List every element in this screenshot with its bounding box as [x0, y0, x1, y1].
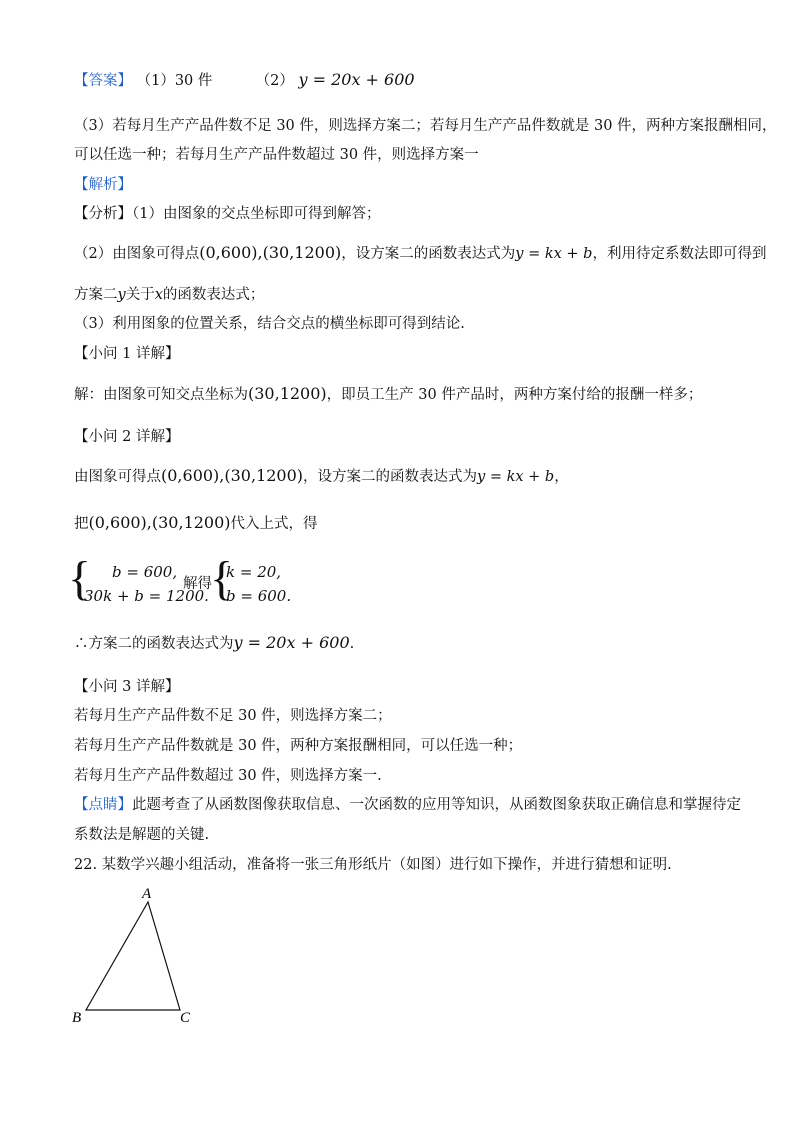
system1-eq1: b = 600,	[112, 563, 178, 581]
q1-tag: 【小问 1 详解】	[74, 346, 180, 362]
fenxi-point2-a: （2）由图象可得点	[74, 246, 200, 262]
q2-text-b: ，设方案二的函数表达式为	[303, 469, 478, 485]
comment-tag: 【点睛】	[74, 797, 132, 813]
comment-line1	[74, 795, 740, 815]
analysis-tag: 【解析】	[74, 177, 132, 193]
fenxi-point2-d: 方案二	[74, 287, 118, 303]
q1-line	[74, 384, 740, 405]
q2-line1	[74, 466, 740, 487]
q2-ykxb: y = kx + b	[477, 469, 555, 485]
problem22-text: 22. 某数学兴趣小组活动，准备将一张三角形纸片（如图）进行如下操作，并进行猜想和证明.	[74, 857, 672, 873]
system2-eq2: b = 600.	[226, 587, 292, 605]
fenxi-point2-f: 的函数表达式；	[162, 287, 265, 303]
fenxi-line2	[74, 243, 767, 264]
vertex-a-label: A	[142, 886, 152, 902]
fenxi-var-y: y	[117, 287, 126, 303]
q3-line3: 若每月生产产品件数超过 30 件，则选择方案一.	[74, 768, 382, 784]
system2-eq1: k = 20,	[226, 563, 282, 581]
fenxi-line3	[74, 285, 740, 305]
solve-label: 解得	[183, 576, 212, 592]
answer-tag: 【答案】	[74, 73, 132, 89]
triangle-abc	[86, 902, 180, 1010]
fenxi-point2-c: ，利用待定系数法即可得到	[592, 246, 767, 262]
fenxi-tag: 【分析】	[74, 206, 132, 222]
answer-part1: （1）30 件	[136, 73, 213, 89]
q2-text-c: ，	[554, 469, 569, 485]
fenxi-point2-e: 关于	[125, 287, 155, 303]
answer-part2-formula: y = 20x + 600	[298, 70, 415, 89]
answer-part3-line2: 可以任选一种；若每月生产产品件数超过 30 件，则选择方案一	[74, 147, 479, 163]
vertex-b-label: B	[72, 1010, 82, 1026]
system2-brace: {	[210, 552, 234, 605]
answer-line	[74, 70, 740, 91]
comment-line2: 系数法是解题的关键.	[74, 827, 210, 843]
q1-text-b: ，即员工生产 30 件产品时，两种方案付给的报酬一样多；	[326, 387, 703, 403]
q2-tag: 【小问 2 详解】	[74, 429, 180, 445]
q2-text-a: 由图象可得点	[74, 469, 161, 485]
q2-line2	[74, 513, 740, 534]
fenxi-ykxb: y = kx + b	[515, 246, 593, 262]
q2-sub-points: (0,600),(30,1200)	[88, 513, 231, 532]
triangle-figure	[60, 880, 220, 1030]
q2-concl-b: .	[349, 636, 355, 652]
q2-conclusion	[74, 633, 740, 654]
fenxi-line1	[74, 204, 740, 224]
fenxi-point2-b: ，设方案二的函数表达式为	[341, 246, 516, 262]
fenxi-point3: （3）利用图象的位置关系，结合交点的横坐标即可得到结论.	[74, 316, 465, 332]
q2-points: (0,600),(30,1200)	[161, 466, 304, 485]
fenxi-points: (0,600),(30,1200)	[199, 243, 342, 262]
q1-text-a: 解：由图象可知交点坐标为	[74, 387, 248, 403]
q3-tag: 【小问 3 详解】	[74, 679, 180, 695]
q3-line1: 若每月生产产品件数不足 30 件，则选择方案二；	[74, 708, 392, 724]
q2-concl-a: ∴方案二的函数表达式为	[74, 636, 234, 652]
system1-eq2: 30k + b = 1200.	[84, 587, 209, 605]
q2-sub-a: 把	[74, 516, 89, 532]
q1-point: (30,1200)	[248, 384, 327, 403]
fenxi-point1: （1）由图象的交点坐标即可得到解答；	[132, 206, 381, 222]
system1-brace: {	[68, 552, 92, 605]
vertex-c-label: C	[180, 1010, 191, 1026]
answer-part3-line1: （3）若每月生产产品件数不足 30 件，则选择方案二；若每月生产产品件数就是 30 件，两种方案报酬相同，	[74, 118, 777, 134]
q3-line2: 若每月生产产品件数就是 30 件，两种方案报酬相同，可以任选一种；	[74, 738, 523, 754]
answer-part2-label: （2）	[255, 73, 294, 89]
fenxi-var-x: x	[154, 287, 163, 303]
q2-sub-b: 代入上式，得	[230, 516, 318, 532]
q2-concl-formula: y = 20x + 600	[233, 633, 350, 652]
comment-text1: 此题考查了从函数图像获取信息、一次函数的应用等知识，从函数图象获取正确信息和掌握待定	[132, 797, 741, 813]
